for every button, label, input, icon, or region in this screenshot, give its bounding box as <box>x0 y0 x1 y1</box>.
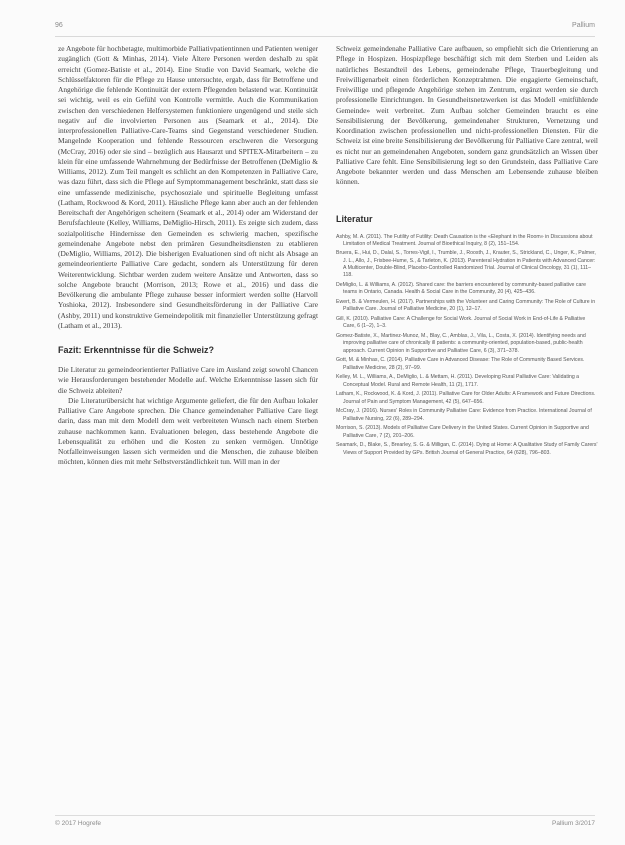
reference-list <box>336 234 598 457</box>
reference-item: Ewert, B. & Vermeulen, H. (2017). Partnerships with the Volunteer and Caring Community: The Role of Culture in Palliative Care. Journal of Palliative Medicine, 20 (1), 12–17. <box>336 299 596 313</box>
body-paragraph: Schweiz gemeindenahe Palliative Care aufbauen, so empfiehlt sich die Orientierung an Pflege in Hospizen. Hospizpflege beschäftigt sich mit dem Sterben und Leiden als natürliches Bestandteil des Lebens, gemeindenahe Pflege, Trauerbegleitung und Freiwilligenarbeit einen förderlichen Konzeptrahmen. Die engagierte Gemeinschaft, Freiwillige und pflegende Angehörige stehen im Zentrum, ergänzt werden sie durch professionelle Einrichtungen. In Gesundheitsnetzwerken ist das Modell «mitfühlende Gemeinde» weit verbreitet. Zum Aufbau solcher Gemeinden braucht es eine Sensibilisierung der Bevölkerung, gemeindenaher Strukturen, Vernetzung und Koordination zwischen professionellen und nicht-professionellen Diensten. Für die Schweiz ist eine breite Sensibilisierung der Bevölkerung für Palliative Care zentral, weil es nicht nur an gemeindenahen Angeboten, sondern ganz grundsätzlich an Wissen über Palliative Care fehlt. Eine Sensibilisierung legt so den Grundstein, dass Palliative Care Angebote bekannter werden und dass Menschen am Lebensende zuhause bleiben können. <box>336 44 598 187</box>
footer <box>55 820 595 832</box>
reference-item: Bruera, E., Hui, D., Dalal, S., Torres-Vigil, I., Trumble, J., Roosth, J., Krauter, S., Strickland, C., Unger, K., Palmer, J. L., Allo, J., Frisbee-Hume, S., & Tarleton, K. (2013). Parenteral Hydration in Patients with Advanced Cancer: A Multicenter, Double-Blind, Placebo-Controlled Randomized Trial. Journal of Clinical Oncology, 31 (1), 111–118. <box>336 250 596 279</box>
reference-item: DeMiglio, L. & Williams, A. (2012). Shared care: the barriers encountered by community-based palliative care teams in Ontario, Canada. Health & Social Care in the Community, 20 (4), 425–436. <box>336 282 586 296</box>
body-paragraph: ze Angebote für hochbetagte, multimorbide Palliativpatientinnen und Patienten weniger zugänglich (Gott & Minhas, 2014). Viele Ältere Personen werden deshalb zu spät erreicht (Gomez-Batiste et al., 2014). Eine Studie von David Seamark, welche die Schlüsselfaktoren für die Pflege zu Hause untersuchte, ergab, dass für Betroffene und Angehörige die fehlende Kontinuität der extern Pflegenden belastend war. Kontinuität sei wichtig, weil es ein Gefühl von Kontrolle vermittle. Auch die Kommunikation zwischen den verschiedenen Helfersystemen funktioniere ungenügend und steile sich negativ auf die involvierten Personen aus (Seamark et al., 2014). Die interprofessionellen Palliative-Care-Teams sind Gegenstand verschiedener Studien. Mangelnde Kooperation und fehlende Ressourcen erschweren die Versorgung (McCray, 2016) oder sie sind – bezüglich aus Hausarzt und SPITEX-Mitarbeitern – zu klein für eine umfassende Wahrnehmung der Bedürfnisse der Betroffenen (DeMiglio & Williams, 2012). Zum Teil mangelt es schlicht an den Kompetenzen in Palliative Care, was dazu führt, dass sich die Pflege auf Symptommanagement beschränkt, statt dass sie eine umfassende medizinische, psychosoziale und spirituelle Begleitung umfasst (Latham, Rockwood & Kord, 2011). Häusliche Pflege kann aber auch an der fehlenden Bereitschaft der Angehörigen scheitern (Seamark et al., 2014) oder am Widerstand der Berufsfachleute (Kelley, Williams, DeMiglio-Hirsch, 2011). Es zeigte sich zudem, dass sozialpolitische Hindernisse den Gemeinden es schwierig machen, spezifische gemeindenahe Angebote nebst den primären Gesundheitsdiensten zu etablieren (DeMiglio, Williams, 2012). Die bisherigen Evaluationen sind oft nicht als Absage an gemeindeorientierte Palliative Care gedacht, sondern als Unterstützung für deren Weiterentwicklung. Sichtbar werden zudem weitere Ansätze und Antworten, dass so solche Angebote braucht (Morrison, 2013; Rowe et al., 2016) und dass die Bevölkerung die ambulante Pflege zuhause besser informiert werden sollte (Harvoll Yoshioka, 2012). Insbesondere sind Gesundheitsförderung in der Palliative Care (Ashby, 2011) und konstruktive Gemeindepolitik mit finanzieller Unterstützung gefragt (Latham et al., 2013). <box>58 44 318 330</box>
reference-item: Latham, K., Rockwood, K. & Kord, J. (2011). Palliative Care for Older Adults: A Framework and Future Directions. Journal of Pain and Symptom Management, 42 (5), 647–656. <box>336 391 596 405</box>
right-column <box>336 44 598 459</box>
copyright-notice: © 2017 Hogrefe <box>55 820 101 827</box>
reference-item: Gill, K. (2010). Palliative Care: A Challenge for Social Work. Journal of Social Work in End-of-Life & Palliative Care, 6 (1–2), 1–3. <box>336 316 586 330</box>
running-head <box>55 22 595 34</box>
footer-rule <box>55 815 595 816</box>
body-paragraph: Die Literaturübersicht hat wichtige Argumente geliefert, die für den Aufbau lokaler Palliative Care Angebote sprechen. Die Chance gemeindenaher Palliative Care liegt darin, dass man mit dem Modell dem weit verbreiteten Wunsch nach einem Sterben zuhause nachkommen kann. Evaluationen belegen, dass bestehende Angebote die Lebensqualität zu erhöhen und die Kosten zu senken vermögen. Unnötige Notfalleinweisungen lassen sich vermeiden und die Menschen, die zuhause bleiben möchten, können dies mit mehr Selbstverständlichkeit tun. Will man in der <box>58 395 318 467</box>
left-column <box>58 44 318 468</box>
reference-item: Gomez-Batiste, X., Martinez-Munoz, M., Blay, C., Amblas, J., Vila, L., Costa, X. (2014). Identifying needs and improving palliative care of chronically ill patients: a community-oriented, population-based, public-health approach. Current Opinion in Supportive and Palliative Care, 6 (3), 371–378. <box>336 333 586 354</box>
journal-name: Pallium <box>572 22 595 29</box>
page-number: 96 <box>55 22 63 29</box>
header-rule <box>55 36 595 37</box>
section-heading-references: Literatur <box>336 213 373 224</box>
issue-label: Pallium 3/2017 <box>552 820 595 827</box>
reference-item: Gott, M. & Minhas, C. (2014). Palliative Care in Advanced Disease: The Role of Community Based Services. Palliative Medicine, 28 (2), 97–99. <box>336 357 585 371</box>
section-heading-conclusion: Fazit: Erkenntnisse für die Schweiz? <box>58 345 215 355</box>
body-paragraph: Die Literatur zu gemeindeorientierter Palliative Care im Ausland zeigt sowohl Chancen wie Herausforderungen bestehender Modelle auf. Welche Erkenntnisse lassen sich für die Schweiz ableiten? <box>58 365 318 395</box>
reference-item: McCray, J. (2016). Nurses' Roles in Community Palliative Care: Evidence from Practice. International Journal of Palliative Nursing, 22 (6), 289–294. <box>336 408 592 422</box>
reference-item: Seamark, D., Blake, S., Brearley, S. G. & Milligan, C. (2014). Dying at Home: A Qualitative Study of Family Carers' Views of Support Provided by GPs. British Journal of General Practice, 64 (628), 796–803. <box>336 442 598 456</box>
reference-item: Kelley, M. L., Williams, A., DeMiglio, L. & Mettam, H. (2011). Developing Rural Palliative Care: Validating a Conceptual Model. Rural and Remote Health, 11 (2), 1717. <box>336 374 580 388</box>
reference-item: Morrison, S. (2013). Models of Palliative Care Delivery in the United States. Current Opinion in Supportive and Palliative Care, 7 (2), 201–206. <box>336 425 589 439</box>
reference-item: Ashby, M. A. (2011). The Futility of Futility: Death Causation is the «Elephant in the Room» in Discussions about Limitation of Medical Treatment. Journal of Bioethical Inquiry, 8 (2), 151–154. <box>336 233 593 247</box>
